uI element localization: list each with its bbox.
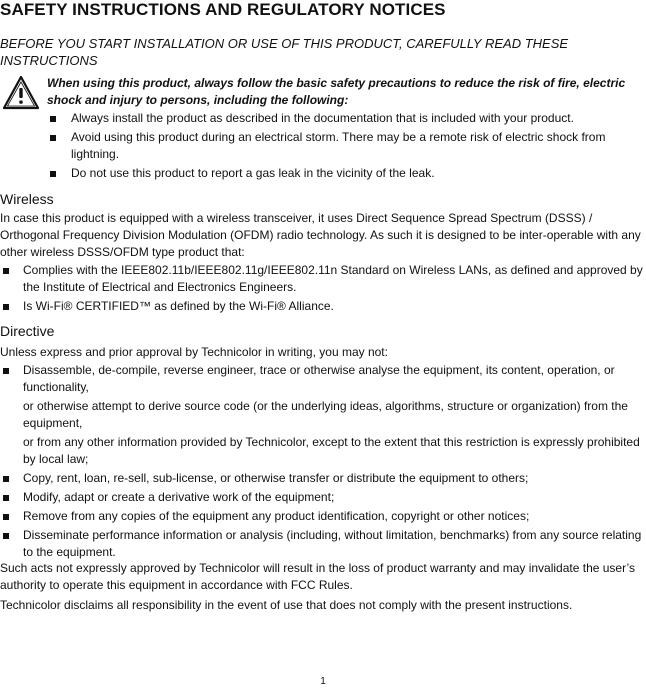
list-item: Disseminate performance information or analysis (including, without limitation, benchmarks) from any source relating to the equipment.: [0, 527, 646, 561]
page-title: SAFETY INSTRUCTIONS AND REGULATORY NOTICES: [0, 0, 446, 19]
directive-heading: Directive: [0, 323, 55, 339]
warning-triangle-icon: [2, 75, 40, 111]
list-item: [0, 362, 646, 468]
wireless-requirements-list: [0, 262, 646, 317]
intro-notice: BEFORE YOU START INSTALLATION OR USE OF THIS PRODUCT, CAREFULLY READ THESE INSTRUCTIONS: [0, 36, 569, 68]
list-item: Remove from any copies of the equipment any product identification, copyright or other notices;: [0, 508, 646, 525]
list-item: Copy, rent, loan, re-sell, sub-license, or otherwise transfer or distribute the equipment to others;: [0, 470, 646, 487]
page-number: 1: [320, 676, 326, 687]
list-item: Modify, adapt or create a derivative work of the equipment;: [0, 489, 646, 506]
directive-restrictions-list: [0, 362, 646, 563]
list-item-continuation: or otherwise attempt to derive source code (or the underlying ideas, algorithms, structure or organization) from the equipment,: [23, 399, 628, 430]
safety-lead-text: When using this product, always follow the basic safety precautions to reduce the risk of fire, electric shock and injury to persons, including the following:: [47, 76, 626, 107]
wireless-paragraph: In case this product is equipped with a wireless transceiver, it uses Direct Sequence Spread Spectrum (DSSS) / Orthogonal Frequency Division Modulation (OFDM) radio technology. As such it is designed to be inter-operable with any other wireless DSSS/OFDM type product that:: [0, 211, 641, 259]
directive-closing-disclaimer: Technicolor disclaims all responsibility in the event of use that does not comply with the present instructions.: [0, 598, 573, 612]
wireless-heading: Wireless: [0, 191, 54, 207]
list-item-text: Disassemble, de-compile, reverse engineer, trace or otherwise analyse the equipment, its content, operation, or functionality,: [23, 363, 615, 394]
safety-precautions-list: [47, 110, 646, 184]
list-item: Avoid using this product during an electrical storm. There may be a remote risk of electric shock from lightning.: [47, 129, 646, 163]
list-item: Is Wi-Fi® CERTIFIED™ as defined by the Wi-Fi® Alliance.: [0, 298, 646, 315]
list-item: Do not use this product to report a gas leak in the vicinity of the leak.: [47, 165, 646, 182]
directive-closing-warranty: Such acts not expressly approved by Technicolor will result in the loss of product warranty and may invalidate the user’s authority to operate this equipment in accordance with FCC Rules.: [0, 561, 635, 592]
list-item: Always install the product as described in the documentation that is included with your product.: [47, 110, 646, 127]
list-item: Complies with the IEEE802.11b/IEEE802.11g/IEEE802.11n Standard on Wireless LANs, as defined and approved by the Institute of Electrical and Electronics Engineers.: [0, 262, 646, 296]
list-item-continuation: or from any other information provided by Technicolor, except to the extent that this restriction is expressly prohibited by local law;: [23, 435, 640, 466]
directive-paragraph: Unless express and prior approval by Technicolor in writing, you may not:: [0, 345, 388, 359]
